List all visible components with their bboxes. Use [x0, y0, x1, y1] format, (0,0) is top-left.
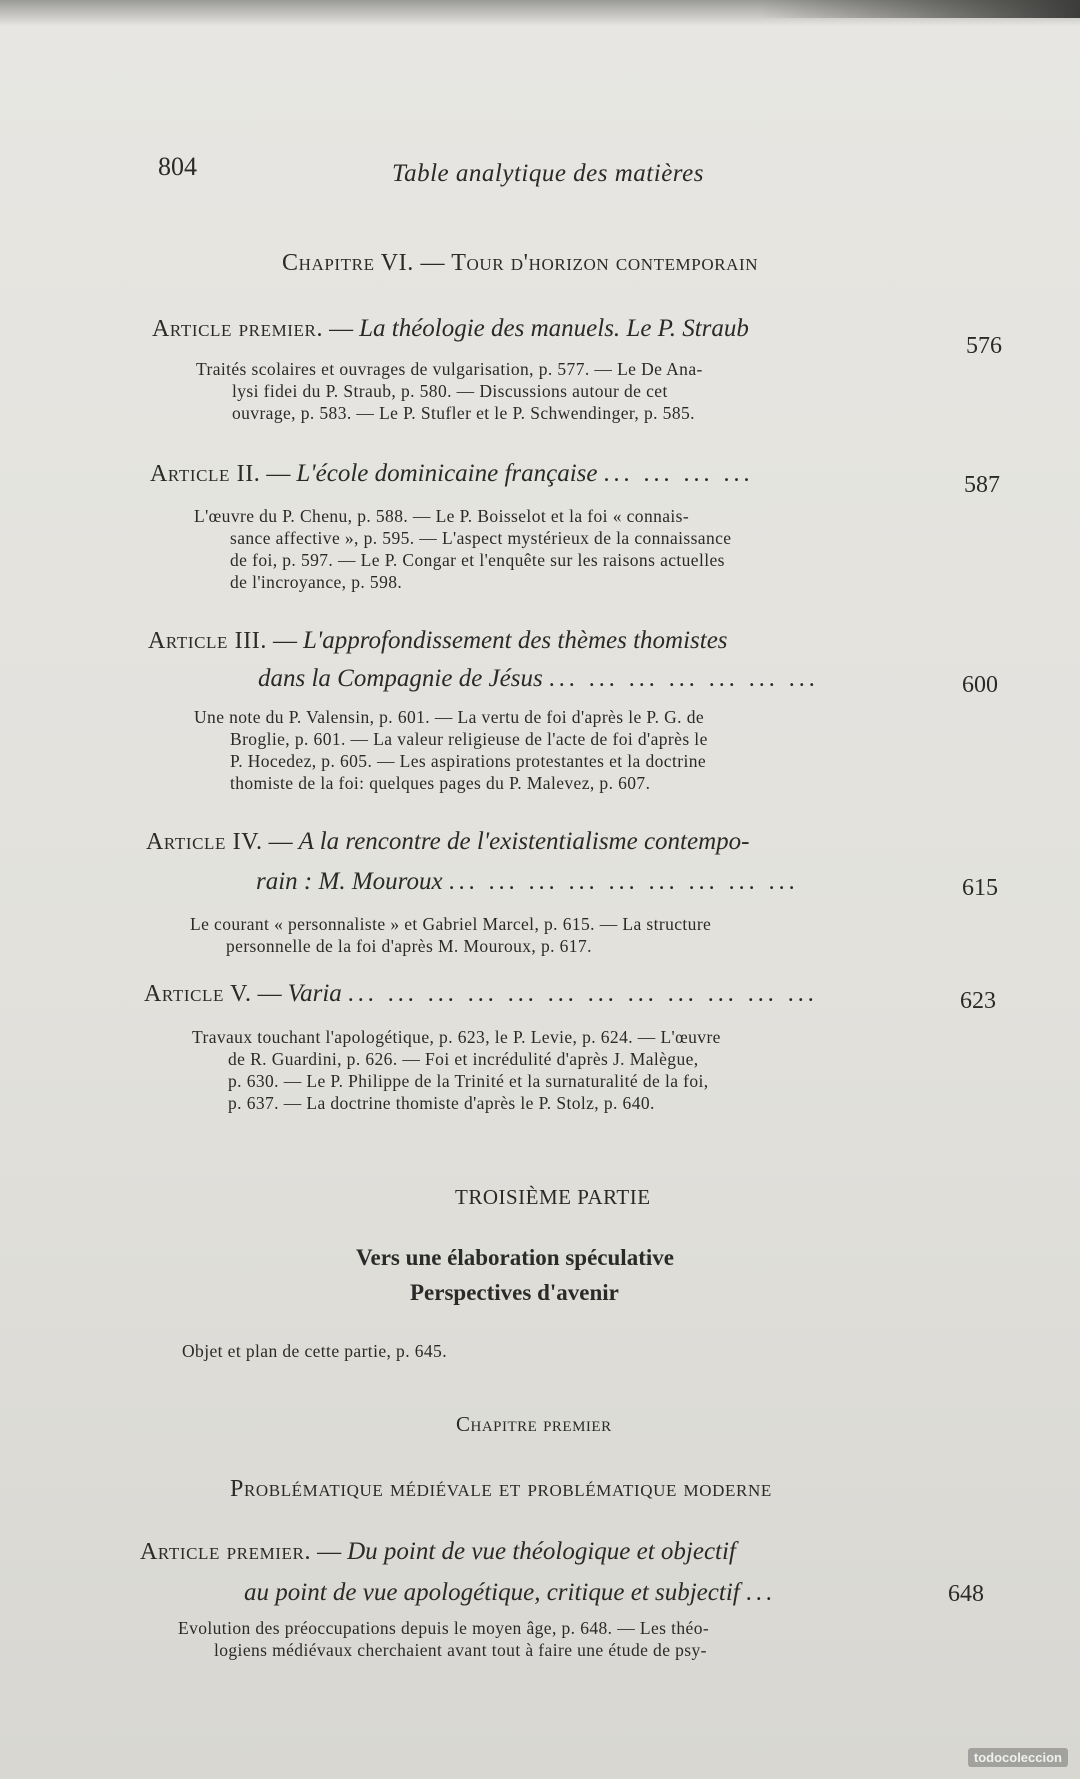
- part-three-intro: Objet et plan de cette partie, p. 645.: [182, 1341, 447, 1361]
- chapter-one-article-1-heading-cont: [244, 1579, 776, 1607]
- article-1-heading: Article premier. — La théologie des manuels. Le P. Straub: [152, 315, 749, 342]
- chapter-one-article-1-heading: Article premier. — Du point de vue théologique et objectif: [140, 1538, 736, 1565]
- leader-dots: ...: [745, 1580, 776, 1606]
- part-three-label: TROISIÈME PARTIE: [455, 1185, 651, 1209]
- summary-line: de R. Guardini, p. 626. — Foi et incrédulité d'après J. Malègue,: [228, 1049, 699, 1069]
- article-1-title: La théologie des manuels. Le P. Straub: [359, 315, 749, 342]
- summary-line: logiens médiévaux cherchaient avant tout à faire une étude de psy-: [214, 1640, 707, 1660]
- article-4-title-line2: rain : M. Mouroux: [256, 868, 443, 895]
- chapter-one-article-1-title-line2: au point de vue apologétique, critique et subjectif: [244, 1579, 740, 1606]
- summary-line: Evolution des préoccupations depuis le moyen âge, p. 648. — Les théo-: [178, 1618, 710, 1638]
- leader-dots: ... ... ... ... ... ... ...: [548, 666, 819, 692]
- article-2-heading: Article II. — L'école dominicaine française ... ... ... ...: [150, 460, 754, 487]
- chapter-one-title: Problématique médiévale et problématique moderne: [230, 1476, 772, 1502]
- article-5-title: Varia: [287, 980, 342, 1007]
- part-three-title-line2: Perspectives d'avenir: [410, 1280, 619, 1305]
- article-1-label: Article premier.: [152, 316, 324, 342]
- chapter-one-article-1-label: Article premier.: [140, 1539, 312, 1565]
- article-4-heading: Article IV. — A la rencontre de l'existentialisme contempo-: [146, 828, 750, 855]
- article-5-heading: Article V. — Varia ... ... ... ... ... ... ... ... ... ... ... ...: [144, 980, 818, 1007]
- chapter-vi-title: Chapitre VI. — Tour d'horizon contemporain: [282, 250, 759, 276]
- summary-line: sance affective », p. 595. — L'aspect mystérieux de la connaissance: [230, 528, 732, 548]
- article-1-page: 576: [966, 333, 1002, 359]
- article-3-title-line1: L'approfondissement des thèmes thomistes: [302, 627, 728, 654]
- summary-line: de l'incroyance, p. 598.: [230, 572, 403, 592]
- article-4-label: Article IV.: [146, 829, 263, 855]
- article-3-summary: [194, 706, 708, 794]
- part-three-title-line1: Vers une élaboration spéculative: [356, 1245, 674, 1270]
- summary-line: P. Hocedez, p. 605. — Les aspirations protestantes et la doctrine: [230, 751, 707, 771]
- article-5-label: Article V.: [144, 981, 252, 1007]
- article-2-title: L'école dominicaine française: [296, 460, 598, 487]
- summary-line: Broglie, p. 601. — La valeur religieuse de l'acte de foi d'après le: [230, 729, 708, 749]
- summary-line: ouvrage, p. 583. — Le P. Stufler et le P. Schwendinger, p. 585.: [232, 403, 695, 423]
- article-3-page: 600: [962, 672, 998, 698]
- article-2-page: 587: [964, 472, 1000, 498]
- article-3-heading-cont: [258, 665, 819, 693]
- article-1-summary: [196, 358, 703, 424]
- article-3-heading: Article III. — L'approfondissement des thèmes thomistes: [148, 627, 728, 654]
- summary-line: Le courant « personnaliste » et Gabriel Marcel, p. 615. — La structure: [190, 914, 712, 934]
- page-corner-shadow: [760, 0, 1080, 18]
- article-2-label: Article II.: [150, 461, 261, 487]
- chapter-one-article-1-page: 648: [948, 1581, 984, 1607]
- article-3-title-line2: dans la Compagnie de Jésus: [258, 665, 543, 692]
- summary-line: lysi fidei du P. Straub, p. 580. — Discussions autour de cet: [232, 381, 668, 401]
- article-3-label: Article III.: [148, 628, 267, 654]
- watermark-logo: todocoleccion: [968, 1748, 1068, 1767]
- running-title: Table analytique des matières: [392, 160, 704, 187]
- summary-line: L'œuvre du P. Chenu, p. 588. — Le P. Boisselot et la foi « connais-: [194, 506, 690, 526]
- article-5-summary: [192, 1026, 721, 1114]
- leader-dots: ... ... ... ... ... ... ... ... ...: [448, 869, 799, 895]
- article-2-summary: [194, 505, 731, 593]
- chapter-one-label: Chapitre premier: [456, 1412, 612, 1436]
- leader-dots: ... ... ... ... ... ... ... ... ... ... ... ...: [347, 981, 818, 1007]
- summary-line: de foi, p. 597. — Le P. Congar et l'enquête sur les raisons actuelles: [230, 550, 725, 570]
- summary-line: p. 637. — La doctrine thomiste d'après le P. Stolz, p. 640.: [228, 1093, 655, 1113]
- article-4-heading-cont: [256, 868, 799, 896]
- summary-line: personnelle de la foi d'après M. Mouroux, p. 617.: [226, 936, 592, 956]
- summary-line: Une note du P. Valensin, p. 601. — La vertu de foi d'après le P. G. de: [194, 707, 705, 727]
- article-4-title-line1: A la rencontre de l'existentialisme contempo-: [298, 828, 750, 855]
- article-4-page: 615: [962, 875, 998, 901]
- chapter-one-article-1-summary: [178, 1617, 709, 1661]
- leader-dots: ... ... ... ...: [603, 461, 754, 487]
- chapter-one-article-1-title-line1: Du point de vue théologique et objectif: [347, 1538, 736, 1565]
- summary-line: Traités scolaires et ouvrages de vulgarisation, p. 577. — Le De Ana-: [196, 359, 703, 379]
- summary-line: thomiste de la foi: quelques pages du P. Malevez, p. 607.: [230, 773, 651, 793]
- article-5-page: 623: [960, 988, 996, 1014]
- page-number: 804: [158, 152, 197, 181]
- summary-line: Travaux touchant l'apologétique, p. 623, le P. Levie, p. 624. — L'œuvre: [192, 1027, 721, 1047]
- summary-line: p. 630. — Le P. Philippe de la Trinité et la surnaturalité de la foi,: [228, 1071, 709, 1091]
- article-4-summary: [190, 913, 711, 957]
